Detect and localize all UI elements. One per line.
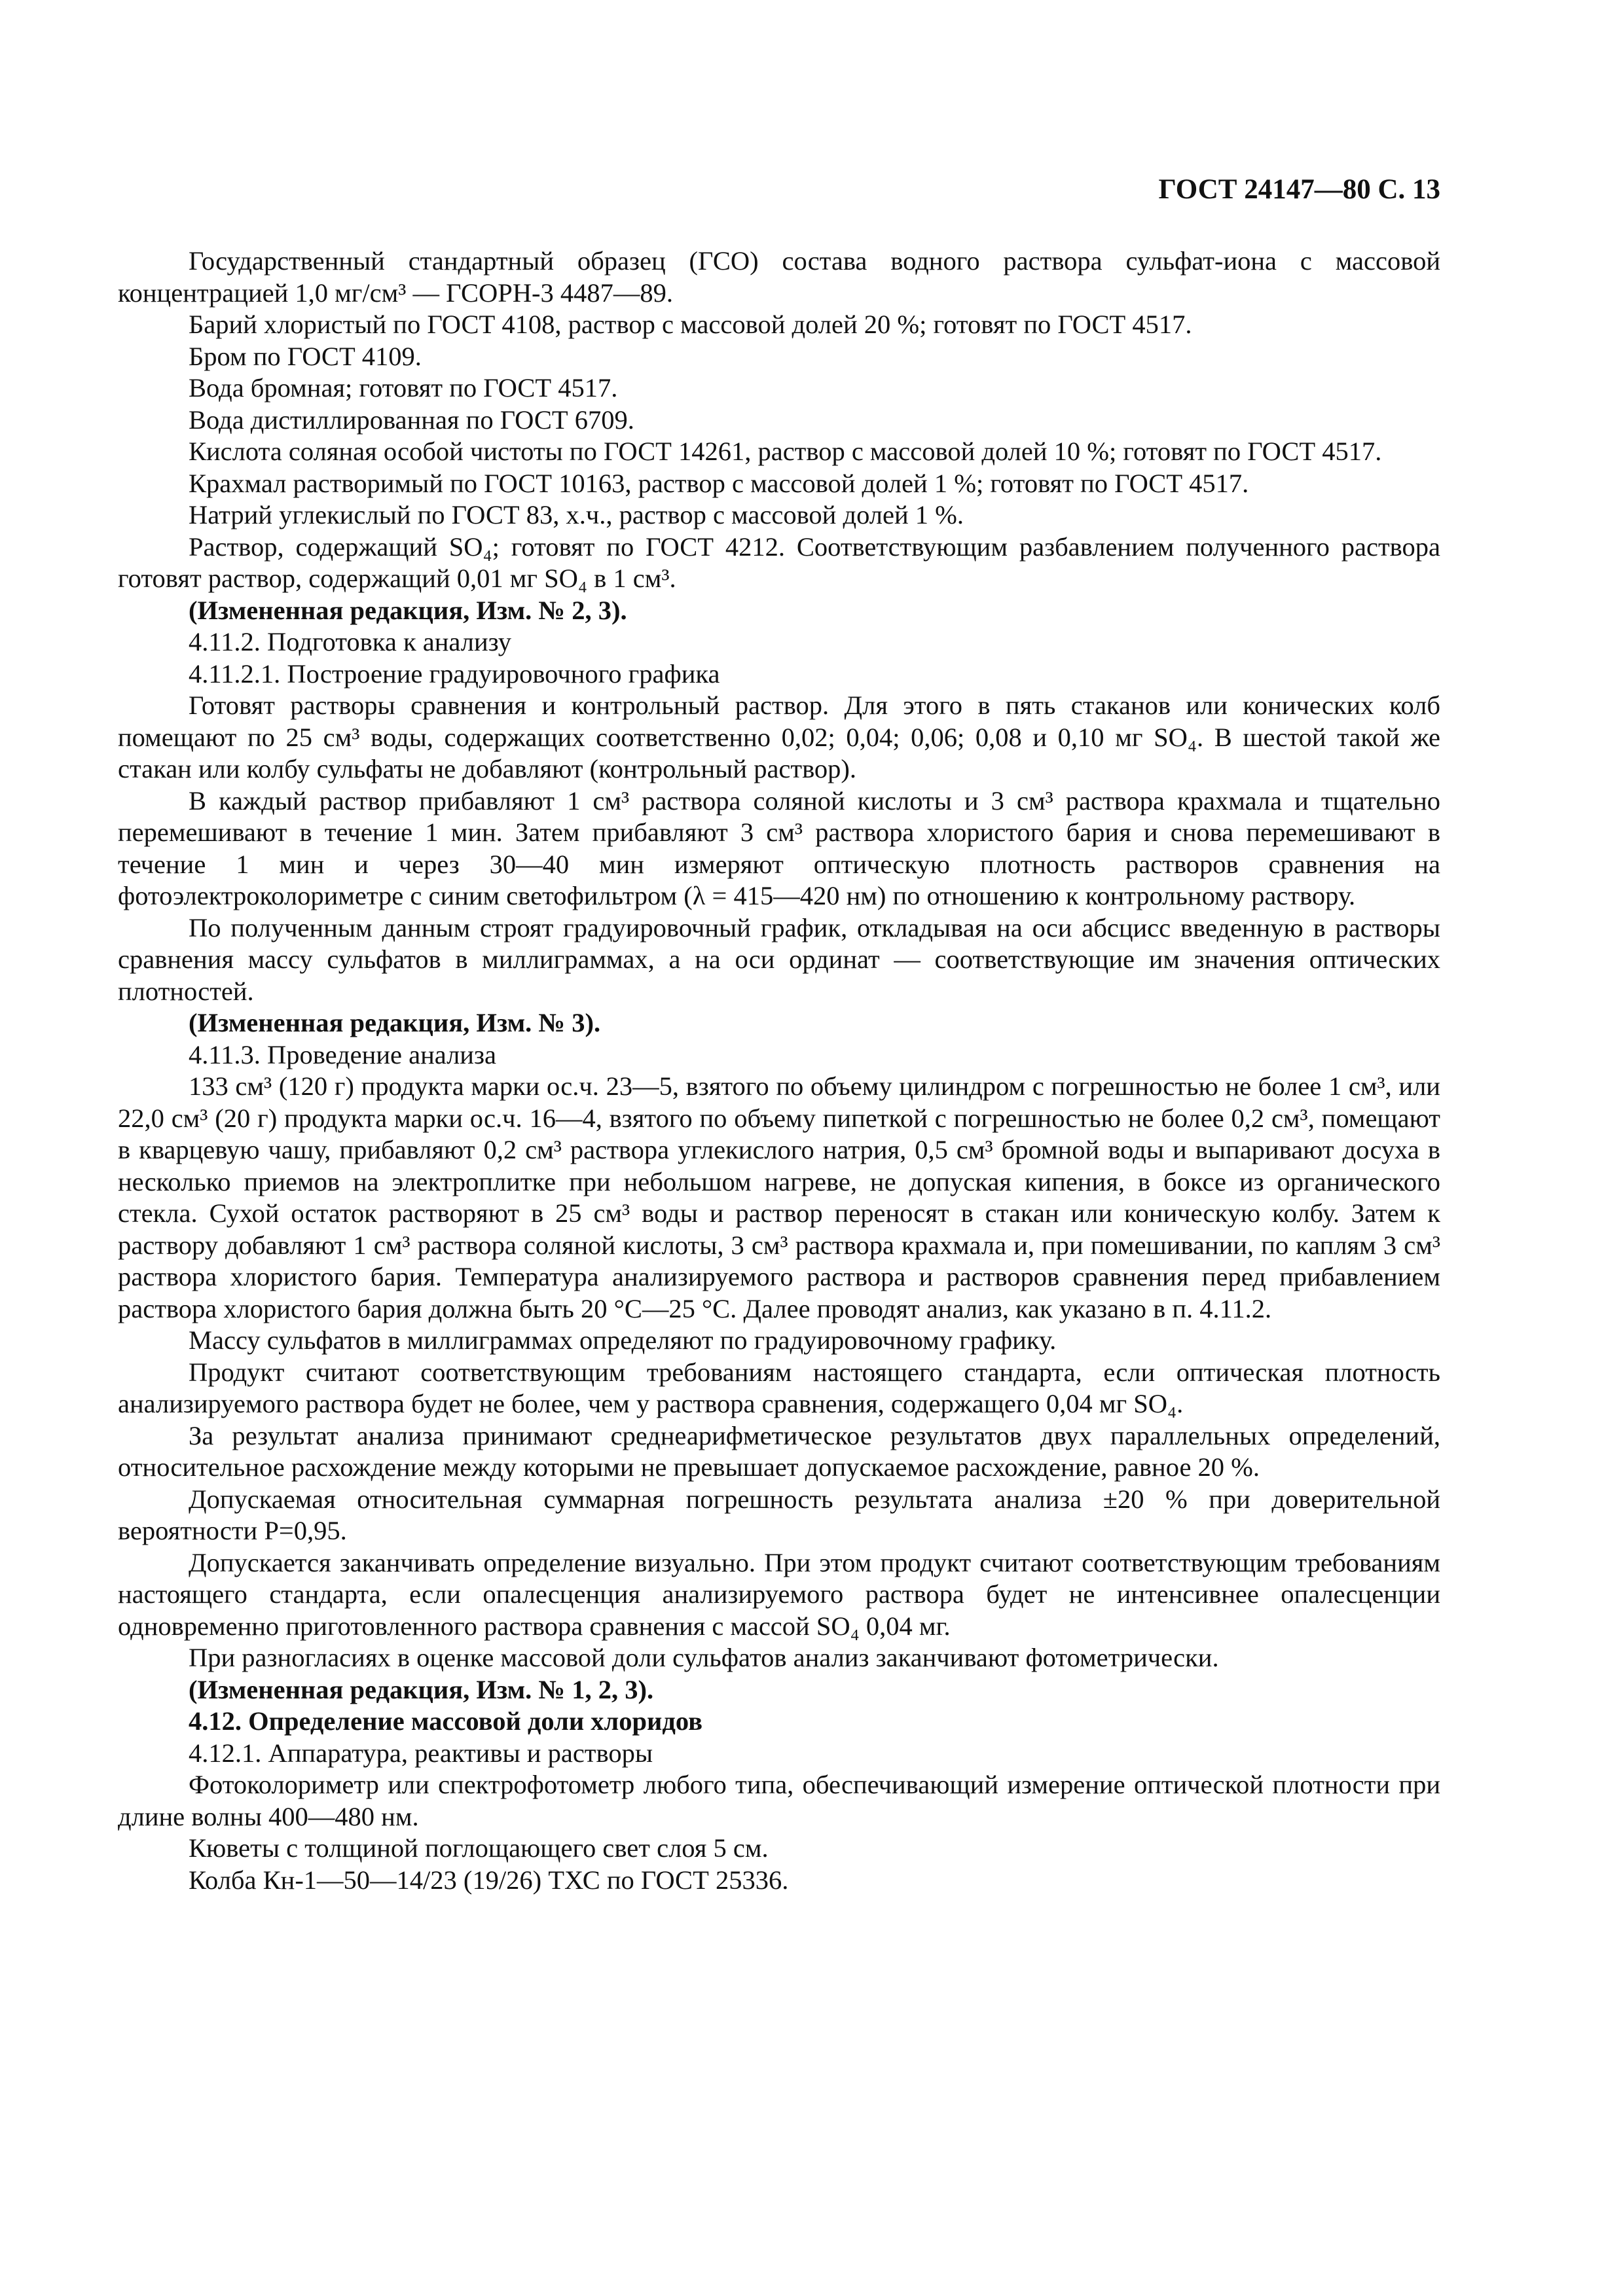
paragraph: В каждый раствор прибавляют 1 см³ раствора соляной кислоты и 3 см³ раствора крахмала и тщательно перемешивают в течение 1 мин. Затем прибавляют 3 см³ раствора хлористого бария и снова перемешивают в течение 1 мин и через 30—40 мин измеряют оптическую плотность растворов сравнения на фотоэлектроколориметре с синим светофильтром (λ = 415—420 нм) по отношению к контрольному раствору. [118,785,1440,910]
paragraph: Бром по ГОСТ 4109. [189,341,422,371]
paragraph: Кислота соляная особой чистоты по ГОСТ 14261, раствор с массовой долей 10 %; готовят по ГОСТ 4517. [189,437,1382,466]
paragraph: Допускаемая относительная суммарная погрешность результата анализа ±20 % при доверительной вероятности P=0,95. [118,1484,1440,1545]
section-heading: 4.11.3. Проведение анализа [189,1039,496,1069]
paragraph: Раствор, содержащий SO₄; готовят по ГОСТ 4212. Соответствующим разбавлением полученного раствора готовят раствор, содержащий 0,01 мг SO₄ в 1 см³. [118,531,1440,593]
paragraph: Натрий углекислый по ГОСТ 83, х.ч., раствор с массовой долей 1 %. [189,500,964,529]
amendment-note: (Измененная редакция, Изм. № 1, 2, 3). [189,1674,654,1704]
section-heading: 4.12.1. Аппаратура, реактивы и растворы [189,1738,653,1768]
document-page [118,0,1440,2296]
paragraph: За результат анализа принимают среднеарифметическое результатов двух параллельных определений, относительное расхождение между которыми не превышает допускаемое расхождение, равное 20 %. [118,1420,1440,1482]
paragraph: Вода бромная; готовят по ГОСТ 4517. [189,373,618,403]
body-text [118,245,1440,1896]
paragraph: Барий хлористый по ГОСТ 4108, раствор с массовой долей 20 %; готовят по ГОСТ 4517. [189,310,1192,339]
paragraph: Фотоколориметр или спектрофотометр любого типа, обеспечивающий измерение оптической плотности при длине волны 400—480 нм. [118,1770,1440,1831]
section-heading: 4.11.2. Подготовка к анализу [189,627,512,656]
amendment-note: (Измененная редакция, Изм. № 3). [189,1008,601,1037]
paragraph: Вода дистиллированная по ГОСТ 6709. [189,404,634,435]
section-heading: 4.11.2.1. Построение градуировочного графика [189,658,720,689]
paragraph: 133 см³ (120 г) продукта марки ос.ч. 23—5, взятого по объему цилиндром с погрешностью не более 1 см³, или 22,0 см³ (20 г) продукта марки ос.ч. 16—4, взятого по объему пипеткой с погрешностью не более 0,2 см³, помещают в кварцевую чашу, прибавляют 0,2 см³ раствора углекислого натрия, 0,5 см³ бромной воды и выпаривают досуха в несколько приемов на электроплитке при небольшом нагреве, не допуская кипения, в боксе из органического стекла. Сухой остаток растворяют в 25 см³ воды и раствор переносят в стакан или коническую колбу. Затем к раствору добавляют 1 см³ раствора соляной кислоты, 3 см³ раствора крахмала и, при помешивании, по каплям 3 см³ раствора хлористого бария. Температура анализируемого раствора и растворов сравнения перед прибавлением раствора хлористого бария должна быть 20 °С—25 °С. Далее проводят анализ, как указано в п. 4.11.2. [118,1071,1440,1323]
page-header: ГОСТ 24147—80 С. 13 [1158,174,1440,205]
paragraph: Государственный стандартный образец (ГСО) состава водного раствора сульфат-иона с массовой концентрацией 1,0 мг/см³ — ГСОРН-3 4487—89. [118,246,1440,308]
paragraph: Колба Кн-1—50—14/23 (19/26) ТХС по ГОСТ 25336. [189,1865,789,1895]
paragraph: Крахмал растворимый по ГОСТ 10163, раствор с массовой долей 1 %; готовят по ГОСТ 4517. [189,468,1249,498]
paragraph: По полученным данным строят градуировочный график, откладывая на оси абсцисс введенную в растворы сравнения массу сульфатов в миллиграммах, а на оси ординат — соответствующие им значения оптических плотностей. [118,912,1440,1006]
paragraph: Продукт считают соответствующим требованиям настоящего стандарта, если оптическая плотность анализируемого раствора будет не более, чем у раствора сравнения, содержащего 0,04 мг SO₄. [118,1357,1440,1418]
paragraph: Массу сульфатов в миллиграммах определяют по градуировочному графику. [189,1325,1057,1355]
paragraph: Кюветы с толщиной поглощающего свет слоя 5 см. [189,1833,769,1863]
paragraph: Готовят растворы сравнения и контрольный раствор. Для этого в пять стаканов или конических колб помещают по 25 см³ воды, содержащих соответственно 0,02; 0,04; 0,06; 0,08 и 0,10 мг SO₄. В шестой такой же стакан или колбу сульфаты не добавляют (контрольный раствор). [118,691,1440,783]
amendment-note: (Измененная редакция, Изм. № 2, 3). [189,595,627,625]
section-heading: 4.12. Определение массовой доли хлоридов [189,1706,702,1736]
paragraph: При разногласиях в оценке массовой доли сульфатов анализ заканчивают фотометрически. [189,1643,1219,1672]
paragraph: Допускается заканчивать определение визуально. При этом продукт считают соответствующим требованиям настоящего стандарта, если опалесценция анализируемого раствора будет не интенсивнее опалесценции одновременно приготовленного раствора сравнения с массой SO₄ 0,04 мг. [118,1547,1440,1641]
